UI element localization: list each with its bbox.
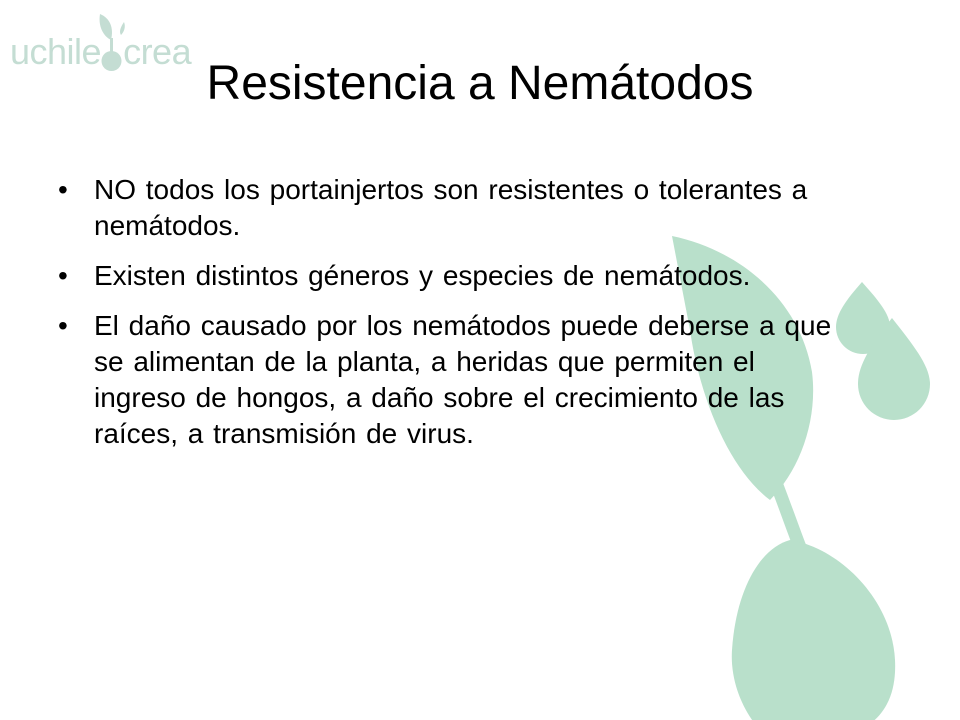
logo-text-left: uchile [10, 31, 102, 72]
bullet-list [58, 172, 848, 466]
bullet-text: Existen distintos géneros y especies de nemátodos. [94, 260, 751, 291]
bullet-item [58, 172, 848, 244]
bullet-marker: • [58, 260, 68, 291]
bulb-shape [732, 540, 895, 720]
bullet-marker: • [58, 310, 68, 341]
bullet-item [58, 258, 848, 294]
bullet-text: NO todos los portainjertos son resistentes o tolerantes a nemátodos. [94, 174, 808, 241]
bullet-text: El daño causado por los nemátodos puede deberse a que se alimentan de la planta, a heridas que permiten el ingreso de hongos, a daño sobre el crecimiento de las raíces, a transmisión de virus. [94, 310, 832, 449]
bullet-item [58, 308, 848, 452]
bullet-marker: • [58, 174, 68, 205]
slide-title: Resistencia a Nemátodos [206, 57, 754, 110]
logo-text-right: crea [123, 31, 192, 72]
